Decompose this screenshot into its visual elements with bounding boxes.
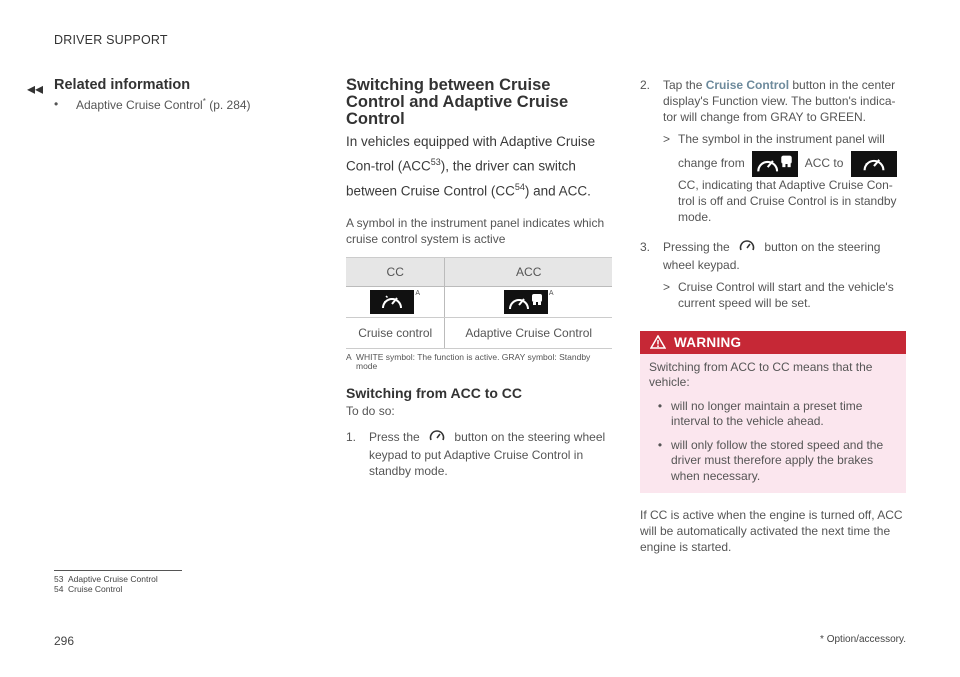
warning-box <box>640 331 906 494</box>
cc-label-cell: Cruise control <box>346 318 445 349</box>
warning-bullet: • will only follow the stored speed and the driver must therefore apply the brakes when necessary. <box>657 437 884 483</box>
page-title: Switching between Cruise Control and Adaptive Cruise Control <box>346 76 569 128</box>
footnote: 53 Adaptive Cruise Control <box>54 574 158 584</box>
page-number: 296 <box>54 634 75 648</box>
table-caption: A symbol in the instrument panel indicates which cruise control system is active <box>346 216 605 246</box>
continuation-mark: ◂◂ <box>27 81 44 98</box>
table-footnote: A WHITE symbol: The function is active. GRAY symbol: Standby mode <box>346 352 591 371</box>
warning-header <box>640 331 906 354</box>
acc-label-cell: Adaptive Cruise Control <box>445 318 612 349</box>
warning-title: WARNING <box>674 334 742 350</box>
step-3: 3. Pressing the button on the steering wheel keypad. <box>640 239 881 272</box>
adaptive-cruise-control-icon <box>752 151 798 177</box>
related-item <box>54 97 284 112</box>
right-column <box>640 77 906 555</box>
main-column <box>346 77 612 479</box>
step-3-result: > Cruise Control will start and the vehicle's current speed will be set. <box>663 279 894 310</box>
symbol-table <box>346 257 612 349</box>
step-1: 1. Press the button on the steering wheel keypad to put Adaptive Cruise Control in standby mode. <box>346 430 606 478</box>
intro-paragraph: In vehicles equipped with Adaptive Cruise Con-trol (ACC$^{53}$), the driver can switch between Cruise Control (CC$^{54}$) and ACC. <box>346 134 596 198</box>
todo-text: To do so: <box>346 404 395 418</box>
closing-paragraph: If CC is active when the engine is turned off, ACC will be automatically activated the next time the engine is started. <box>640 508 903 555</box>
related-heading: Related information <box>54 77 191 93</box>
section-header: DRIVER SUPPORT <box>54 33 168 47</box>
acc-symbol-cell: A <box>445 287 612 318</box>
bullet-dot: • <box>54 97 59 111</box>
sub-heading: Switching from ACC to CC <box>346 385 523 401</box>
cruise-control-button-link[interactable]: Cruise Control <box>705 78 790 92</box>
step-2: 2. Tap the Cruise Control button in the center display's Function view. The button's indica-tor will change from GRAY to GREEN. <box>640 78 896 124</box>
warning-triangle-icon <box>650 335 666 349</box>
steering-wheel-cruise-button-icon <box>739 239 755 257</box>
adaptive-cruise-control-icon <box>504 290 548 314</box>
related-information <box>54 77 284 112</box>
footnote: 54 Cruise Control <box>54 584 123 594</box>
related-link[interactable]: Adaptive Cruise Control* (p. 284) <box>76 97 251 112</box>
cruise-control-icon <box>370 290 414 314</box>
warning-bullet: • will no longer maintain a preset time interval to the vehicle ahead. <box>657 398 863 429</box>
steering-wheel-cruise-button-icon <box>429 429 445 447</box>
warning-intro: Switching from ACC to CC means that the vehicle: <box>649 359 873 390</box>
cc-symbol-cell: A <box>346 287 445 318</box>
table-header-cc: CC <box>346 258 445 287</box>
option-accessory-note: * Option/accessory. <box>820 634 906 645</box>
step-2-result: > The symbol in the instrument panel will change from ACC to CC, indicating that Adaptive Cruise Con-trol is off and Cruise Control is in standby mode. <box>663 132 897 224</box>
cruise-control-icon <box>851 151 897 177</box>
table-header-acc: ACC <box>445 258 612 287</box>
footnotes <box>54 570 182 594</box>
